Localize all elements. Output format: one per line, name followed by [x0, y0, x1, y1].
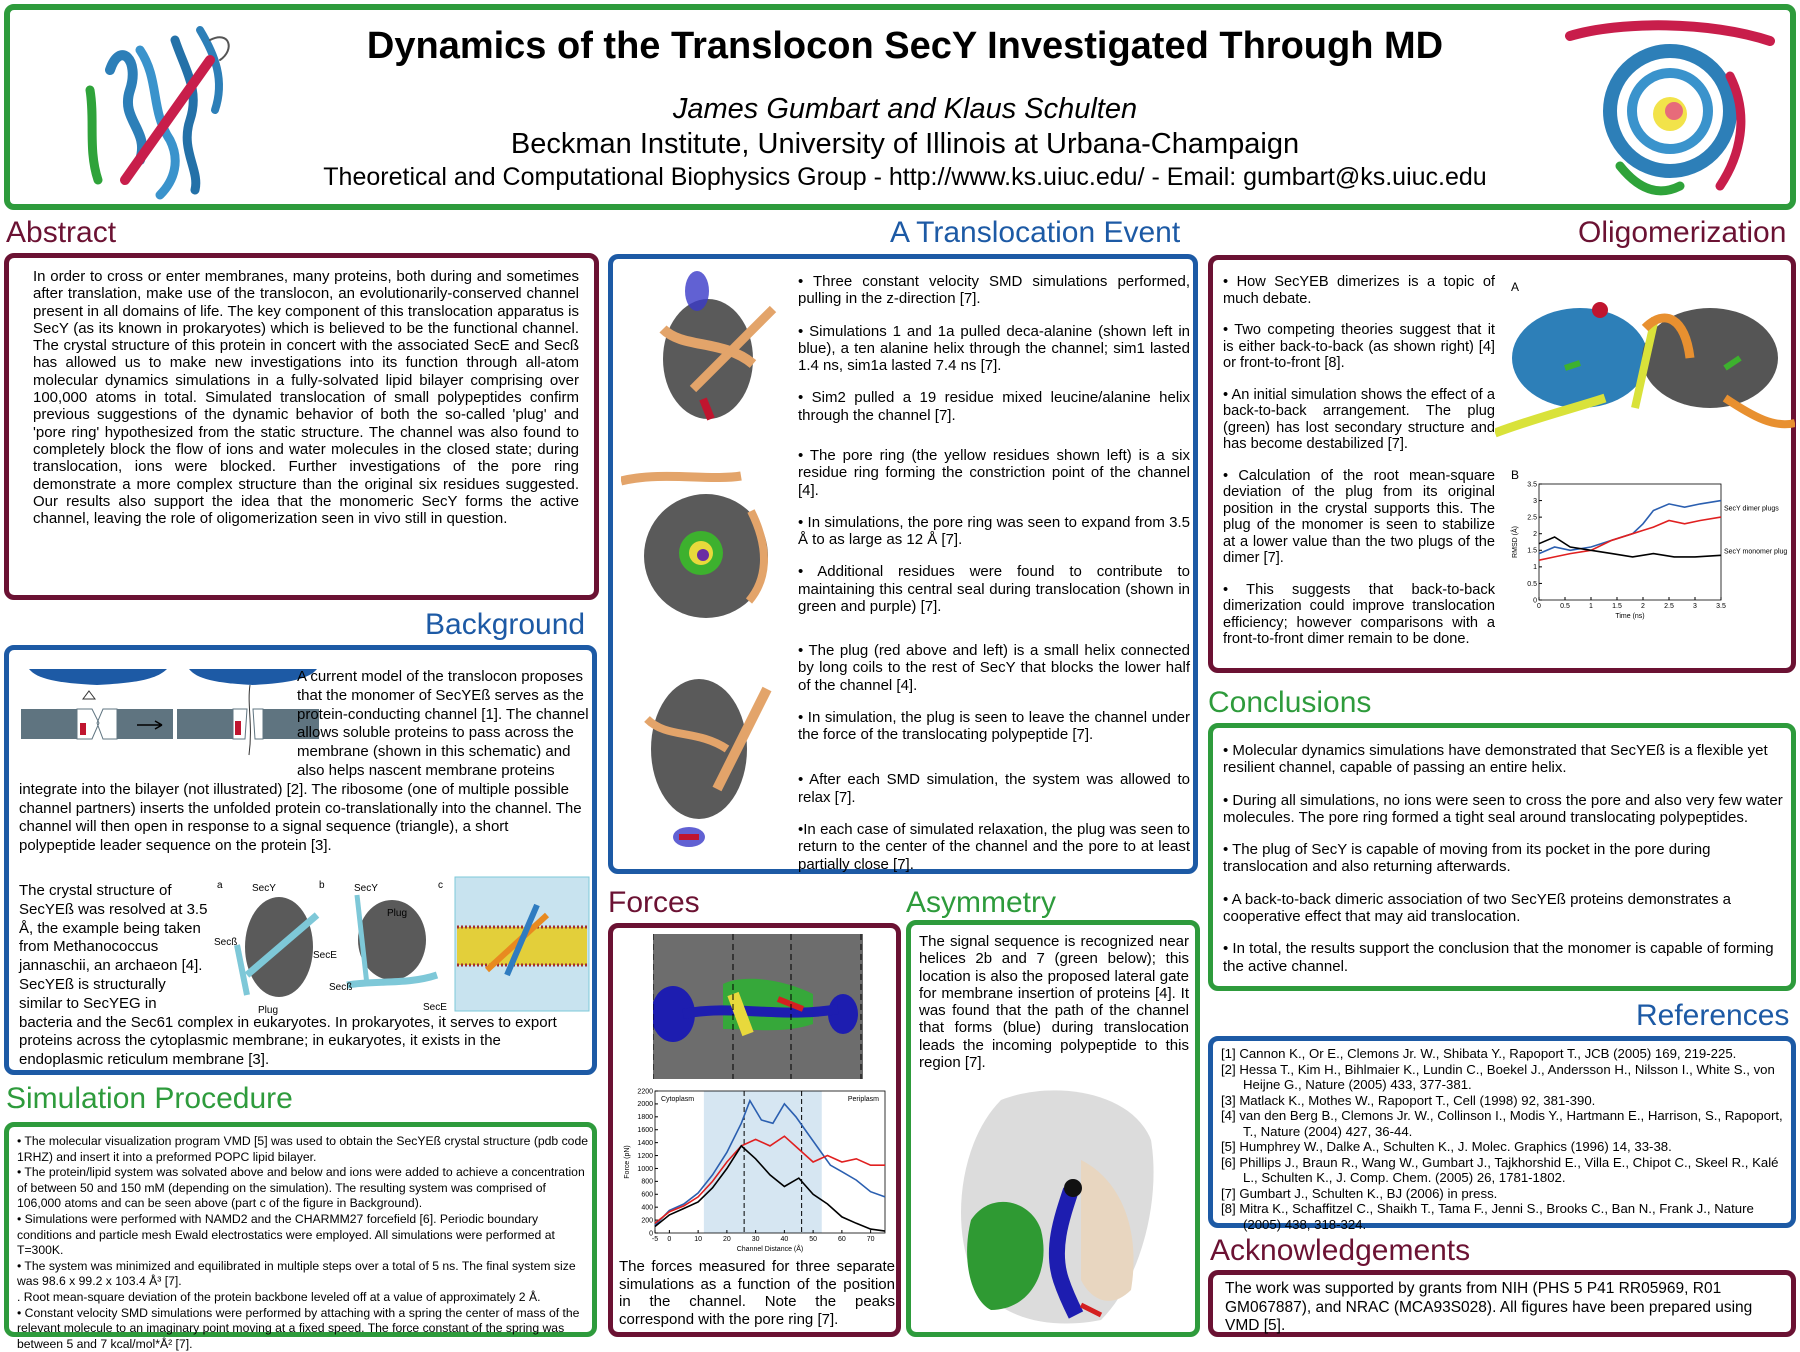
y-axis-label: Force (pN) — [624, 1145, 631, 1179]
references-heading: References — [1636, 999, 1790, 1032]
reference-item: [4] van den Berg B., Clemons Jr. W., Collinson I., Modis Y., Hartmann E., Harrison, S., Rapoport, T., Nature (2004) 427, 36-44. — [1221, 1108, 1783, 1139]
conclusions-item: • In total, the results support the conclusion that the monomer is capable of forming the active channel. — [1223, 940, 1774, 975]
translocation-panel — [608, 254, 1198, 874]
dimer-image — [1495, 298, 1795, 438]
reference-item: [8] Mitra K., Schaffitzel C., Shaikh T., Tama F., Jenni S., Brooks C., Ban N., Frank J., Nature (2005) 438, 318-324. — [1221, 1201, 1754, 1232]
secy-side-view-image — [80, 20, 240, 205]
x-tick-label: -5 — [651, 1236, 659, 1243]
pore-ring-image — [621, 471, 781, 631]
y-tick-label: 1 — [1533, 564, 1537, 572]
translocation-item: • In simulation, the plug is seen to leave the channel under the force of the translocating polypeptide [7]. — [798, 708, 1190, 744]
y-tick-label: 1200 — [637, 1152, 653, 1160]
x-tick-label: 0 — [1537, 603, 1541, 610]
figure-label-plug: Plug — [387, 908, 408, 919]
y-tick-label: 3 — [1533, 497, 1537, 505]
simulation-item: • The system was minimized and equilibrated in multiple steps over a total of 5 ns. The final system size was 98.6 x 99.2 x 103.4 Å³ [7]. — [17, 1258, 576, 1289]
forces-panel — [608, 923, 901, 1337]
conclusions-heading: Conclusions — [1208, 686, 1372, 719]
x-tick-label: 0.5 — [1560, 603, 1570, 610]
translocation-item: • Sim2 pulled a 19 residue mixed leucine/alanine helix through the channel [7]. — [798, 389, 1190, 424]
header-banner — [4, 4, 1796, 210]
legend-entry: SecY monomer plug — [1724, 548, 1788, 556]
y-tick-label: 200 — [641, 1217, 653, 1225]
forces-caption: The forces measured for three separate simulations as a function of the position in the channel. Note the peaks correspond with the pore ring [7]. — [619, 1258, 895, 1328]
x-tick-label: 20 — [722, 1236, 731, 1243]
asymmetry-heading: Asymmetry — [906, 886, 1056, 919]
simulation-item: • Simulations were performed with NAMD2 and the CHARMM27 forcefield [6]. Periodic boundary conditions and particle mesh Ewald electrostatics were employed. All simulations were performed at T=300K. — [17, 1211, 555, 1258]
oligomerization-panel — [1208, 255, 1796, 673]
y-tick-label: 2200 — [637, 1088, 653, 1096]
simulation-item: • The protein/lipid system was solvated above and below and ions were added to achieve a concentration of between 50 and 150 mM (depending on the simulation). The resulting system was comprised of 106,000 atoms and can be seen above (part c of the figure in Background). — [17, 1165, 585, 1211]
y-tick-label: 0.5 — [1527, 580, 1537, 588]
conclusions-list — [1223, 742, 1789, 990]
force-chart — [621, 1085, 893, 1253]
translocation-item: • Additional residues were found to contribute to maintaining this central seal during translocation (shown in green and purple) [7]. — [798, 563, 1190, 616]
y-tick-label: 0 — [649, 1230, 653, 1238]
conclusions-item: • A back-to-back dimeric association of two SecYEß proteins demonstrates a cooperative effect that may aid translocation. — [1223, 890, 1731, 926]
simulation-item: • The molecular visualization program VMD [5] was used to obtain the SecYEß crystal structure (pdb code 1RHZ) and insert it into a preformed POPC lipid bilayer. — [17, 1134, 589, 1164]
x-tick-label: 1.5 — [1612, 603, 1622, 610]
group-contact: Theoretical and Computational Biophysics Group - http://www.ks.uiuc.edu/ - Email: gumbart@ks.uiuc.edu — [323, 163, 1487, 191]
acknowledgements-panel — [1208, 1270, 1796, 1337]
crystal-structure-figure — [207, 875, 592, 1015]
reference-item: [5] Humphrey W., Dalke A., Schulten K., J. Molec. Graphics (1996) 14, 33-38. — [1221, 1139, 1672, 1154]
oligomerization-item: • Calculation of the root mean-square deviation of the plug from its original position in the crystal supports this. The plug of the monomer is seen to stabilize at a lower value than the two plugs of the dimer [7]. — [1223, 467, 1495, 566]
x-tick-label: 1 — [1589, 603, 1593, 610]
conclusions-item: • Molecular dynamics simulations have demonstrated that SecYEß is a flexible yet resilient channel, capable of passing an entire helix. — [1223, 742, 1768, 777]
x-tick-label: 2.5 — [1664, 603, 1674, 610]
x-tick-label: 70 — [866, 1236, 875, 1243]
abstract-panel — [4, 253, 599, 600]
oligomerization-item: • This suggests that back-to-back dimerization could improve translocation efficiency; however comparisons with a front-to-front dimer remain to be done. — [1223, 581, 1495, 647]
simulation-item: . Root mean-square deviation of the protein backbone leveled off at a value of approximately 2 Å. — [17, 1289, 541, 1304]
reference-item: [6] Phillips J., Braun R., Wang W., Gumbart J., Tajkhorshid E., Villa E., Chipot C., Skeel R., Kalé L., Schulten K., J. Comp. Chem. (2005) 26, 1781-1802. — [1221, 1154, 1779, 1185]
y-tick-label: 1600 — [637, 1127, 653, 1135]
translocation-heading: A Translocation Event — [890, 216, 1181, 249]
y-tick-label: 0 — [1533, 597, 1537, 605]
y-tick-label: 3.5 — [1527, 481, 1537, 489]
translocation-item: • The plug (red above and left) is a small helix connected by long coils to the rest of SecY that blocks the lower half of the channel [4]. — [798, 642, 1190, 694]
panel-a-label: A — [1511, 280, 1520, 294]
x-axis-label: Channel Distance (Å) — [736, 1246, 804, 1253]
translocation-group3 — [798, 642, 1190, 888]
panel-b-label: B — [1511, 468, 1520, 482]
translocation-item: • In simulations, the pore ring was seen to expand from 3.5 Å to as large as 12 Å [7]. — [798, 513, 1190, 549]
legend-entry: SecY dimer plugs — [1724, 505, 1779, 513]
oligomerization-item: • An initial simulation shows the effect of a back-to-back arrangement. The plug (green) has lost secondary structure and has become destabilized [7]. — [1223, 386, 1495, 452]
rmsd-chart — [1509, 480, 1797, 620]
oligomerization-list — [1223, 274, 1495, 663]
reference-item: [7] Gumbart J., Schulten K., BJ (2006) in press. — [1221, 1185, 1498, 1201]
region-label: Cytoplasm — [661, 1096, 695, 1103]
forces-heading: Forces — [608, 886, 700, 919]
abstract-heading: Abstract — [6, 216, 117, 249]
abstract-text: In order to cross or enter membranes, many proteins, both during and sometimes after translation, make use of the translocon, an evolutionarily-conserved channel present in all domains of life. The key component of this translocation apparatus is SecY (as its known in prokaryotes) which is believed to be the functional channel. The crystal structure of this protein in concert with the associated SecE and Secß has allowed us to make new investigations into its function through all-atom molecular dynamics simulations in a fully-solvated lipid bilayer comprising over 100,000 atoms in total. Simulated translocation of small polypeptides confirm previous suggestions of the dynamic behavior of both the so-called 'plug' and 'pore ring' hypothesized from the static structure. The channel was also found to completely block the flow of ions and water molecules in the closed state; during translocation, ions were blocked. Further investigations of the pore ring demonstrate a more complex structure than the original six residues suggested. Our results also support the idea that the monomeric SecY forms the active channel, leaving the role of oligomerization seen in vivo still in question. — [33, 268, 579, 528]
institute: Beckman Institute, University of Illinois at Urbana-Champaign — [510, 128, 1300, 160]
asymmetry-panel — [906, 920, 1200, 1337]
region-label: Periplasm — [847, 1096, 879, 1103]
conclusions-item: • The plug of SecY is capable of moving from its pocket in the pore during translocation and also returning afterwards. — [1223, 841, 1711, 876]
asymmetry-image — [951, 1080, 1161, 1330]
reference-item: [3] Matlack K., Mothes W., Rapoport T., Cell (1998) 92, 381-390. — [1221, 1092, 1596, 1108]
y-tick-label: 2 — [1533, 531, 1537, 539]
figure-label-sece: SecE — [423, 1002, 447, 1013]
plug-image — [627, 659, 777, 859]
acknowledgements-text: The work was supported by grants from NIH (PHS 5 P41 RR05969, R01 GM067887), and NRAC (MCA93S028). All figures have been prepared using VMD [5]. — [1225, 1280, 1753, 1334]
x-tick-label: 0 — [667, 1236, 672, 1243]
deca-alanine-image — [633, 269, 783, 439]
background-para1: A current model of the translocon proposes that the monomer of SecYEß serves as the protein-conducting channel [1]. The channel allows soluble proteins to pass across the membrane (shown in this schematic) and also helps nascent membrane proteins integrate into the bilayer (not illustrated) [2]. The ribosome (one of multiple possible channel partners) inserts the unfolded protein co-translationally into the channel. The channel will then open in response to a signal sequence (triangle), a short polypeptide leader sequence on the protein [3]. — [19, 668, 589, 855]
simulation-heading: Simulation Procedure — [6, 1082, 293, 1115]
poster-title: Dynamics of the Translocon SecY Investigated Through MD — [366, 25, 1444, 67]
acknowledgements-heading: Acknowledgements — [1210, 1234, 1471, 1267]
translocation-group1 — [798, 273, 1190, 439]
references-panel — [1208, 1036, 1796, 1232]
translocation-item: • Three constant velocity SMD simulations performed, pulling in the z-direction [7]. — [798, 273, 1190, 308]
background-heading: Background — [425, 608, 586, 641]
figure-label-c: c — [438, 880, 443, 891]
x-tick-label: 50 — [809, 1236, 818, 1243]
figure-label-sece: SecE — [313, 950, 337, 961]
translocation-item: • Simulations 1 and 1a pulled deca-alanine (shown left in blue), a ten alanine helix through the channel; sim1 lasted 1.4 ns, sim1a lasted 7.4 ns [7]. — [798, 322, 1190, 375]
x-tick-label: 10 — [694, 1236, 703, 1243]
series-line — [1539, 517, 1721, 560]
y-tick-label: 400 — [641, 1204, 653, 1212]
authors: James Gumbart and Klaus Schulten — [672, 93, 1138, 125]
x-tick-label: 40 — [780, 1236, 789, 1243]
simulation-panel — [4, 1122, 597, 1351]
x-axis-label: Time (ns) — [1615, 613, 1645, 620]
translocation-item: •In each case of simulated relaxation, the plug was seen to return to the center of the channel and the pore to at least partially close [7]. — [798, 821, 1190, 873]
oligomerization-heading: Oligomerization — [1578, 216, 1787, 249]
reference-item: [1] Cannon K., Or E., Clemons Jr. W., Shibata Y., Rapoport T., JCB (2005) 169, 219-225. — [1221, 1046, 1737, 1061]
x-tick-label: 2 — [1641, 603, 1645, 610]
forces-channel-image — [653, 934, 863, 1079]
figure-label-plug: Plug — [258, 1005, 279, 1016]
translocation-item: • After each SMD simulation, the system was allowed to relax [7]. — [798, 771, 1190, 806]
y-tick-label: 1400 — [637, 1139, 653, 1147]
x-tick-label: 30 — [751, 1236, 760, 1243]
oligomerization-item: • How SecYEB dimerizes is a topic of much debate. — [1223, 274, 1495, 307]
figure-label-a: a — [217, 880, 223, 891]
figure-label-secy: SecY — [354, 883, 378, 894]
translocation-group2 — [798, 447, 1190, 630]
y-tick-label: 1000 — [637, 1165, 653, 1173]
y-tick-label: 600 — [641, 1191, 653, 1199]
background-para2: The crystal structure of SecYEß was resolved at 3.5 Å, the example being taken from Methanococcus jannaschii, an archaeon [4]. SecYEß is structurally similar to SecYEG in bacteria and the Sec61 complex in eukaryotes. In prokaryotes, it serves to export proteins across the cytoplasmic membrane; in eukaryotes, it exists in the endoplasmic reticulum membrane [3]. — [19, 882, 557, 1069]
figure-label-secb: Secß — [329, 982, 353, 993]
x-tick-label: 3 — [1693, 603, 1697, 610]
translocation-item: • The pore ring (the yellow residues shown left) is a six residue ring forming the constriction point of the channel [4]. — [798, 447, 1190, 499]
series-line — [1539, 501, 1721, 554]
y-axis-label: RMSD (Å) — [1512, 526, 1519, 558]
y-tick-label: 2000 — [637, 1101, 653, 1109]
x-tick-label: 3.5 — [1716, 603, 1726, 610]
secy-top-view-image — [1560, 16, 1785, 206]
references-list — [1221, 1046, 1791, 1232]
figure-label-secy: SecY — [252, 883, 276, 894]
simulation-item: • Constant velocity SMD simulations were performed by attaching with a spring the center of mass of the relevant molecule to an imaginary point moving at a fixed speed. The force constant of the spring was between 5 and 7 kcal/mol*Å² [7]. — [17, 1305, 580, 1351]
conclusions-item: • During all simulations, no ions were seen to cross the pore and also very few water molecules. The pore ring formed a tight seal around translocating polypeptides. — [1223, 791, 1783, 826]
simulation-list — [17, 1134, 589, 1352]
y-tick-label: 1.5 — [1527, 547, 1537, 555]
plot-frame — [1539, 484, 1721, 600]
conclusions-panel — [1208, 723, 1796, 991]
figure-label-secb: Secß — [214, 937, 238, 948]
reference-item: [2] Hessa T., Kim H., Bihlmaier K., Lundin C., Boekel J., Andersson H., Nilsson I., White S., von Heijne G., Nature (2005) 433, 377-381. — [1221, 1061, 1775, 1092]
asymmetry-text: The signal sequence is recognized near helices 2b and 7 (green below); this location is also the proposed lateral gate for membrane insertion of proteins [4]. It was found that the path of the channel that forms (blue) during translocation leads the incoming polypeptide to this region [7]. — [919, 933, 1189, 1072]
background-panel — [4, 645, 597, 1075]
x-tick-label: 60 — [837, 1236, 846, 1243]
y-tick-label: 2.5 — [1527, 514, 1537, 522]
y-tick-label: 800 — [641, 1178, 653, 1186]
y-tick-label: 1800 — [637, 1114, 653, 1122]
oligomerization-item: • Two competing theories suggest that it is either back-to-back (as shown right) [4] or front-to-front [8]. — [1223, 322, 1495, 371]
figure-label-b: b — [319, 880, 325, 891]
